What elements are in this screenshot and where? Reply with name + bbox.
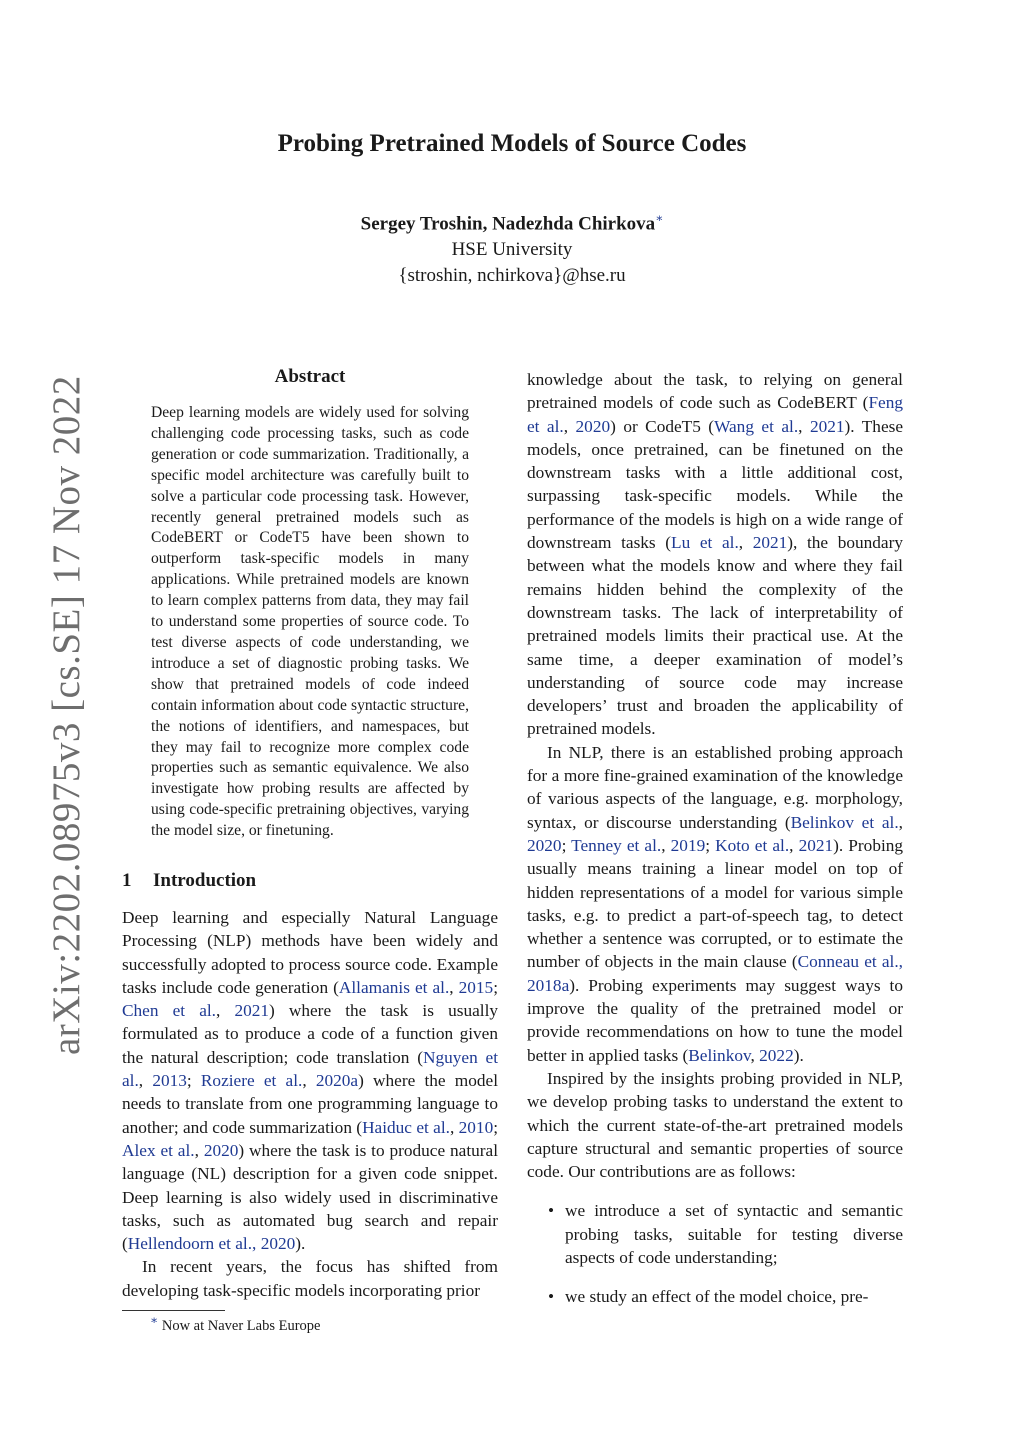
footnote (150, 1313, 320, 1335)
text-run: knowledge about the task, to relying on general pretrained models of code such as CodeBERT ( (527, 370, 903, 413)
intro-paragraph-2 (122, 1255, 498, 1302)
list-item (527, 1199, 903, 1269)
intro-paragraph-4 (527, 741, 903, 1067)
text-run: ; (561, 835, 572, 855)
text-run: ; (186, 1071, 201, 1091)
text-run: In NLP, there is an established probing approach for a more fine-grained examination of the knowledge of various aspects of the language, e.g. morphology, syntax, or discourse understanding ( (527, 742, 903, 832)
text-run: ) where the task is usually formulated as to produce a code of a function given the natural description; code translation ( (122, 1001, 499, 1067)
footnote-divider (122, 1310, 225, 1311)
section-title: Introduction (153, 870, 257, 891)
text-run: ). Probing usually means training a linear model on top of hidden representations of a model for various simple tasks, e.g. to predict a part-of-speech tag, to detect whether a sentence was corrupted, or to estimate the number of objects in the main clause ( (527, 835, 904, 972)
abstract-heading: Abstract (274, 366, 346, 387)
citation-link[interactable]: 2020 (575, 416, 611, 436)
citation-link[interactable]: Tenney et al. (571, 835, 662, 855)
text-run: ). (793, 1045, 804, 1065)
citation-link[interactable]: Nguyen et al. (122, 1047, 498, 1091)
text-run: ; (493, 1117, 499, 1137)
citation-link[interactable]: 2010 (458, 1117, 494, 1137)
text-run: , (449, 1117, 459, 1137)
text-run: , (661, 835, 671, 855)
citation-link[interactable]: Feng et al. (527, 393, 903, 436)
text-run: ). These models, once pretrained, can be finetuned on the downstream tasks with a little additional cost, surpassing task-specific models. While the performance of the models is high on a wide range of downstream tasks ( (527, 416, 904, 553)
text-run: Deep learning and especially Natural Language Processing (NLP) methods have been widely and successfully adopted to process source code. Example tasks include code generation ( (122, 908, 498, 997)
text-run: ), the boundary between what the models know and where they fail remains hidden behind the complexity of the downstream tasks. The lack of interpretability of pretrained models limits their practical use. At the same time, a deeper examination of model’s understanding of source code may increase developers’ trust and broaden the applicability of pretrained models. (527, 533, 903, 739)
citation-link[interactable]: Allamanis et al. (338, 977, 450, 997)
list-item (527, 1285, 903, 1308)
citation-link[interactable]: 2020 (203, 1140, 239, 1160)
text-run: ) or CodeT5 ( (610, 416, 715, 436)
intro-paragraph-1 (122, 906, 498, 1255)
text-run: , (138, 1071, 153, 1091)
citation-link[interactable]: 2021 (809, 416, 845, 436)
affiliation: HSE University (451, 239, 573, 261)
citation-link[interactable]: 2020a (315, 1071, 359, 1091)
text-run: In recent years, the focus has shifted from developing task-specific models incorporating prior (122, 1257, 498, 1300)
left-column (122, 906, 498, 1302)
citation-link[interactable]: 2013 (152, 1071, 187, 1091)
text-run: ). (295, 1234, 306, 1254)
text-run: , (750, 1045, 760, 1065)
text-run: ) where the model needs to translate from one programming language to another; and code summarization ( (122, 1071, 498, 1137)
bullet-icon: • (548, 1201, 555, 1221)
citation-link[interactable]: Wang et al. (714, 416, 799, 436)
list-item-text: we study an effect of the model choice, pre- (565, 1287, 869, 1307)
text-run: ). Probing experiments may suggest ways to improve the quality of the pretrained model or provide recommendations on how to tune the model better in applied tasks ( (527, 975, 903, 1065)
text-run: , (449, 977, 459, 997)
section-number: 1 (122, 870, 132, 891)
paper-title: Probing Pretrained Models of Source Codes (277, 130, 747, 157)
text-run: , (738, 533, 753, 553)
intro-paragraph-5 (527, 1067, 903, 1183)
citation-link[interactable]: Koto et al. (715, 835, 790, 855)
citation-link[interactable]: 2021 (798, 835, 834, 855)
citation-link[interactable]: 2021 (234, 1001, 270, 1021)
section-heading-introduction (122, 870, 256, 892)
citation-link[interactable]: 2015 (458, 977, 494, 997)
citation-link[interactable]: 2022 (759, 1045, 794, 1065)
citation-link[interactable]: 2021 (752, 533, 788, 553)
citation-link[interactable]: Belinkov (688, 1045, 751, 1065)
contributions-list (527, 1199, 903, 1308)
list-item-text: we introduce a set of syntactic and semantic probing tasks, suitable for testing diverse aspects of code understanding; (565, 1201, 903, 1267)
text-run: , (563, 416, 576, 436)
text-run: , (898, 812, 903, 832)
right-column (527, 368, 903, 1309)
citation-link[interactable]: Haiduc et al. (362, 1117, 450, 1137)
citation-link[interactable]: Chen et al. (122, 1001, 216, 1021)
citation-link[interactable]: Conneau et al., 2018a (527, 952, 903, 995)
text-run: , (302, 1071, 316, 1091)
text-run: , (216, 1001, 235, 1021)
citation-link[interactable]: Hellendoorn et al., 2020 (127, 1234, 296, 1254)
citation-link[interactable]: 2019 (670, 835, 706, 855)
footnote-mark: ∗ (150, 1313, 159, 1327)
citation-link[interactable]: Alex et al. (122, 1140, 195, 1160)
text-run: , (798, 416, 810, 436)
author-email: {stroshin, nchirkova}@hse.ru (398, 265, 626, 287)
bullet-icon: • (548, 1287, 555, 1307)
intro-paragraph-3 (527, 368, 903, 741)
footnote-text: Now at Naver Labs Europe (161, 1317, 321, 1334)
citation-link[interactable]: Roziere et al. (200, 1071, 303, 1091)
author-names: Sergey Troshin, Nadezhda Chirkova (360, 213, 656, 235)
arxiv-side-identifier: arXiv:2202.08975v3 [cs.SE] 17 Nov 2022 (45, 375, 88, 1055)
abstract-text: Deep learning models are widely used for solving challenging code processing tasks, such as code generation or code summarization. Traditionally, a specific model architecture was carefully built to solve a particular code processing task. However, recently general pretrained models such as CodeBERT or CodeT5 have been shown to outperform task-specific models in many applications. While pretrained models are known to learn complex patterns from data, they may fail to understand some properties of source code. To test diverse aspects of code understanding, we introduce a set of diagnostic probing tasks. We show that pretrained models of code indeed contain information about code syntactic structure, the notions of identifiers, and namespaces, but they may fail to recognize more complex code properties such as semantic equivalence. We also investigate how probing results are affected by using code-specific pretraining objectives, varying the model size, or finetuning. (151, 404, 469, 840)
text-run: ; (705, 835, 716, 855)
text-run: ) where the task is to produce natural language (NL) description for a given code snippet. Deep learning is also widely used in discriminative tasks, such as automated bug search and repair ( (122, 1140, 499, 1254)
text-run: ; (493, 977, 498, 997)
citation-link[interactable]: Belinkov et al. (790, 812, 899, 832)
text-run: , (194, 1140, 204, 1160)
author-block (0, 205, 1024, 289)
author-footnote-mark[interactable]: ∗ (655, 211, 664, 225)
text-run: Inspired by the insights probing provided in NLP, we develop probing tasks to understand the extent to which the current state-of-the-art pretrained models capture structural and semantic properties of source code. Our contributions are as follows: (527, 1068, 903, 1182)
citation-link[interactable]: Lu et al. (671, 533, 739, 553)
citation-link[interactable]: 2020 (527, 835, 562, 855)
text-run: , (789, 835, 799, 855)
